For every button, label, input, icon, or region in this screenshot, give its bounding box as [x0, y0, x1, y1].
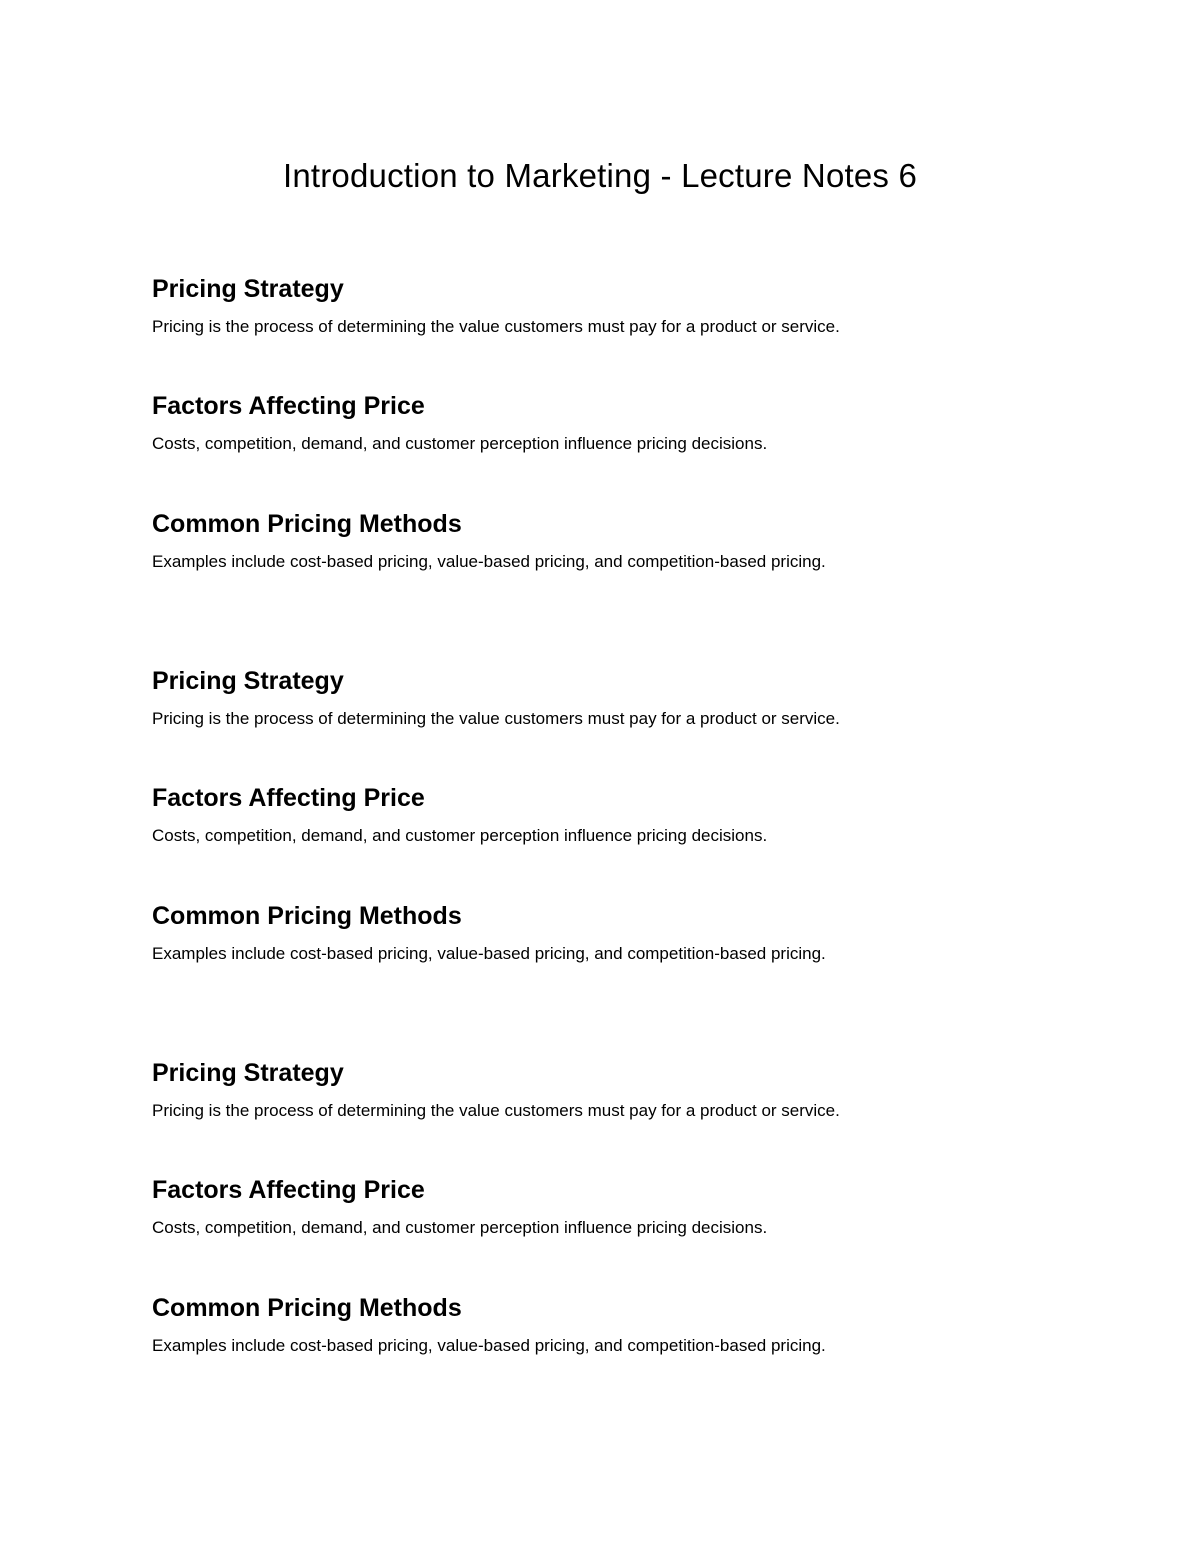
section-heading: Pricing Strategy	[152, 667, 344, 695]
section-heading: Common Pricing Methods	[152, 1294, 462, 1322]
section-common-pricing-methods-1	[152, 508, 1052, 573]
section-body: Pricing is the process of determining the value customers must pay for a product or service.	[152, 709, 840, 728]
section-factors-affecting-price-1	[152, 390, 1052, 455]
section-heading: Factors Affecting Price	[152, 1176, 425, 1204]
section-heading: Common Pricing Methods	[152, 510, 462, 538]
section-common-pricing-methods-2	[152, 900, 1052, 965]
section-heading: Pricing Strategy	[152, 275, 344, 303]
section-pricing-strategy-2	[152, 665, 1052, 730]
section-body: Costs, competition, demand, and customer perception influence pricing decisions.	[152, 1218, 768, 1237]
document-title: Introduction to Marketing - Lecture Notes 6	[282, 157, 918, 194]
section-body: Costs, competition, demand, and customer perception influence pricing decisions.	[152, 826, 768, 845]
section-pricing-strategy-1	[152, 273, 1052, 338]
section-factors-affecting-price-3	[152, 1174, 1052, 1239]
section-body: Pricing is the process of determining the value customers must pay for a product or service.	[152, 1101, 840, 1120]
section-body: Pricing is the process of determining the value customers must pay for a product or service.	[152, 317, 840, 336]
section-body: Examples include cost-based pricing, value-based pricing, and competition-based pricing.	[152, 552, 826, 571]
section-body: Costs, competition, demand, and customer perception influence pricing decisions.	[152, 434, 768, 453]
section-heading: Factors Affecting Price	[152, 784, 425, 812]
section-heading: Factors Affecting Price	[152, 392, 425, 420]
section-heading: Pricing Strategy	[152, 1059, 344, 1087]
section-pricing-strategy-3	[152, 1057, 1052, 1122]
section-common-pricing-methods-3	[152, 1292, 1052, 1357]
section-factors-affecting-price-2	[152, 782, 1052, 847]
section-body: Examples include cost-based pricing, value-based pricing, and competition-based pricing.	[152, 1336, 826, 1355]
section-body: Examples include cost-based pricing, value-based pricing, and competition-based pricing.	[152, 944, 826, 963]
section-heading: Common Pricing Methods	[152, 902, 462, 930]
